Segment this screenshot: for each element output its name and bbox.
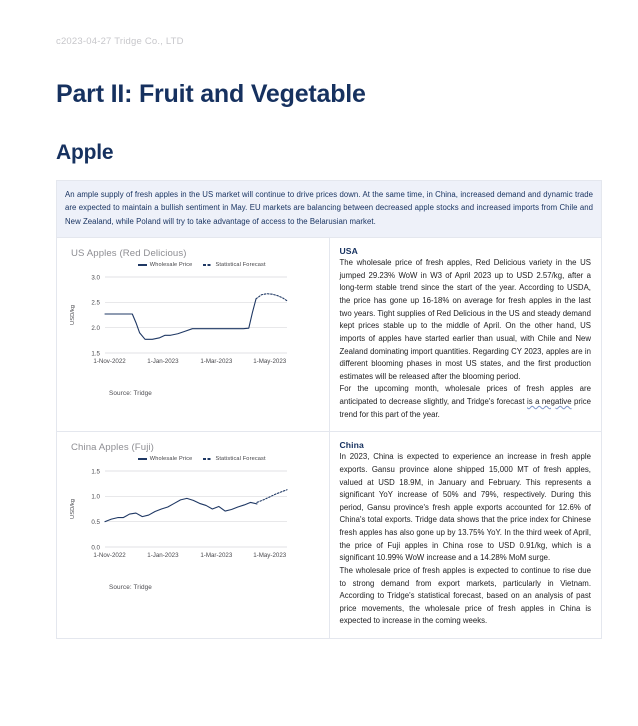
text-cell-china: [329, 432, 602, 639]
summary-cell: [57, 180, 602, 238]
line-solid-icon: [138, 458, 147, 460]
legend-label: Statistical Forecast: [215, 456, 266, 463]
svg-text:1-Nov-2022: 1-Nov-2022: [93, 552, 126, 560]
svg-text:1.5: 1.5: [91, 350, 100, 358]
page-title: Part II: Fruit and Vegetable: [56, 80, 366, 108]
chart-cell-china: [57, 432, 330, 639]
svg-text:1-May-2023: 1-May-2023: [253, 552, 287, 560]
chart-legend-usa: [79, 262, 325, 268]
legend-item-wholesale-price: [138, 262, 193, 268]
legend-item-statistical-forecast: [203, 456, 265, 462]
svg-text:USD/kg: USD/kg: [70, 305, 76, 326]
section-paragraph: In 2023, China is expected to experience an increase in fresh apple exports. Gansu province alone shipped 15,000 MT of fresh apples, valued at USD 18.9M, in January and February. This represents a significant YoY increase of 50% and 79%, respectively. During this period, Gansu province's fresh apple exports accounted for 12.6% of China's total exports. Tridge data shows that the price index for Chinese fresh apples has also gone up by 13.75% YoY. In the third week of April, the price of Fuji apples in China rose to USD 0.91/kg, which is a significant 10.99% WoW increase and a 14.28% MoM surge.: [339, 452, 591, 563]
document-meta: c2023-04-27 Tridge Co., LTD: [56, 36, 184, 47]
chart-title-usa: US Apples (Red Delicious): [71, 248, 187, 260]
summary-text: An ample supply of fresh apples in the US market will continue to drive prices down. At the same time, in China, increased demand and dynamic trade are expected to maintain a bullish sentiment in May. EU markets are balancing between decreased apple stocks and increased imports from Chile and New Zealand, while Poland will try to take advantage of access to the Belarusian market.: [57, 181, 601, 238]
legend-item-wholesale-price: [138, 456, 193, 462]
line-dotted-icon: [203, 458, 212, 460]
svg-text:0.5: 0.5: [91, 519, 100, 527]
svg-text:USD/kg: USD/kg: [70, 499, 76, 520]
chart-title-china: China Apples (Fuji): [71, 442, 154, 454]
chart-cell-usa: [57, 238, 330, 432]
line-solid-icon: [138, 264, 147, 266]
line-chart-china: [65, 465, 293, 573]
chart-plot-usa: [65, 271, 325, 384]
section-heading-usa: USA: [339, 246, 358, 257]
commodity-title: Apple: [56, 140, 114, 164]
chart-source-china: Source: Tridge: [109, 584, 152, 592]
svg-text:1.5: 1.5: [91, 468, 100, 476]
svg-text:1-Nov-2022: 1-Nov-2022: [93, 358, 126, 366]
chart-legend-china: [79, 456, 325, 462]
svg-text:1-Mar-2023: 1-Mar-2023: [200, 358, 233, 366]
text-cell-usa: [329, 238, 602, 432]
svg-text:1-May-2023: 1-May-2023: [253, 358, 287, 366]
svg-text:1.0: 1.0: [91, 494, 100, 502]
svg-text:3.0: 3.0: [91, 274, 100, 282]
summary-row: [57, 180, 602, 238]
svg-text:2.5: 2.5: [91, 299, 100, 307]
line-chart-usa: [65, 271, 293, 379]
section-paragraph: For the upcoming month, wholesale prices of fresh apples are anticipated to decrease slightly, and Tridge's forecast is a negative price trend for this part of the year.: [339, 384, 591, 419]
line-dotted-icon: [203, 264, 212, 266]
section-paragraph: The wholesale price of fresh apples, Red Delicious variety in the US jumped 29.23% WoW in W3 of April 2023 up to USD 2.57/kg, after a long-term stable trend since the start of the year. According to USDA, the price has gone up 16-18% on average for fresh apples in the last two years. Tight supplies of Red Delicious in the US and steady demand kept prices stable up to the middle of April. On the other hand, US imports of apples have started earlier than usual, with Chile and New Zealand dominating import quantities. Regarding CY 2023, apples are in different blooming phases in most US states, and the first production estimates will be released after the blooming period.: [339, 258, 591, 381]
chart-plot-china: [65, 465, 325, 578]
legend-label: Statistical Forecast: [215, 262, 266, 269]
spellcheck-underline: is a negative: [527, 397, 572, 407]
chart-source-usa: Source: Tridge: [109, 390, 152, 398]
report-table: [56, 180, 602, 640]
svg-text:1-Mar-2023: 1-Mar-2023: [200, 552, 233, 560]
svg-text:1-Jan-2023: 1-Jan-2023: [147, 552, 179, 560]
legend-label: Wholesale Price: [149, 262, 193, 269]
legend-label: Wholesale Price: [149, 456, 193, 463]
svg-text:2.0: 2.0: [91, 325, 100, 333]
section-paragraph: The wholesale price of fresh apples is expected to continue to rise due to strong demand from export markets, particularly in Vietnam. According to Tridge's statistical forecast, based on an analysis of past price movements, the wholesale price of fresh apples in China is expected to increase in the coming weeks.: [339, 565, 591, 626]
legend-item-statistical-forecast: [203, 262, 265, 268]
svg-text:0.0: 0.0: [91, 544, 100, 552]
table-row: [57, 238, 602, 432]
table-row: [57, 432, 602, 639]
svg-text:1-Jan-2023: 1-Jan-2023: [147, 358, 179, 366]
section-heading-china: China: [339, 440, 364, 451]
